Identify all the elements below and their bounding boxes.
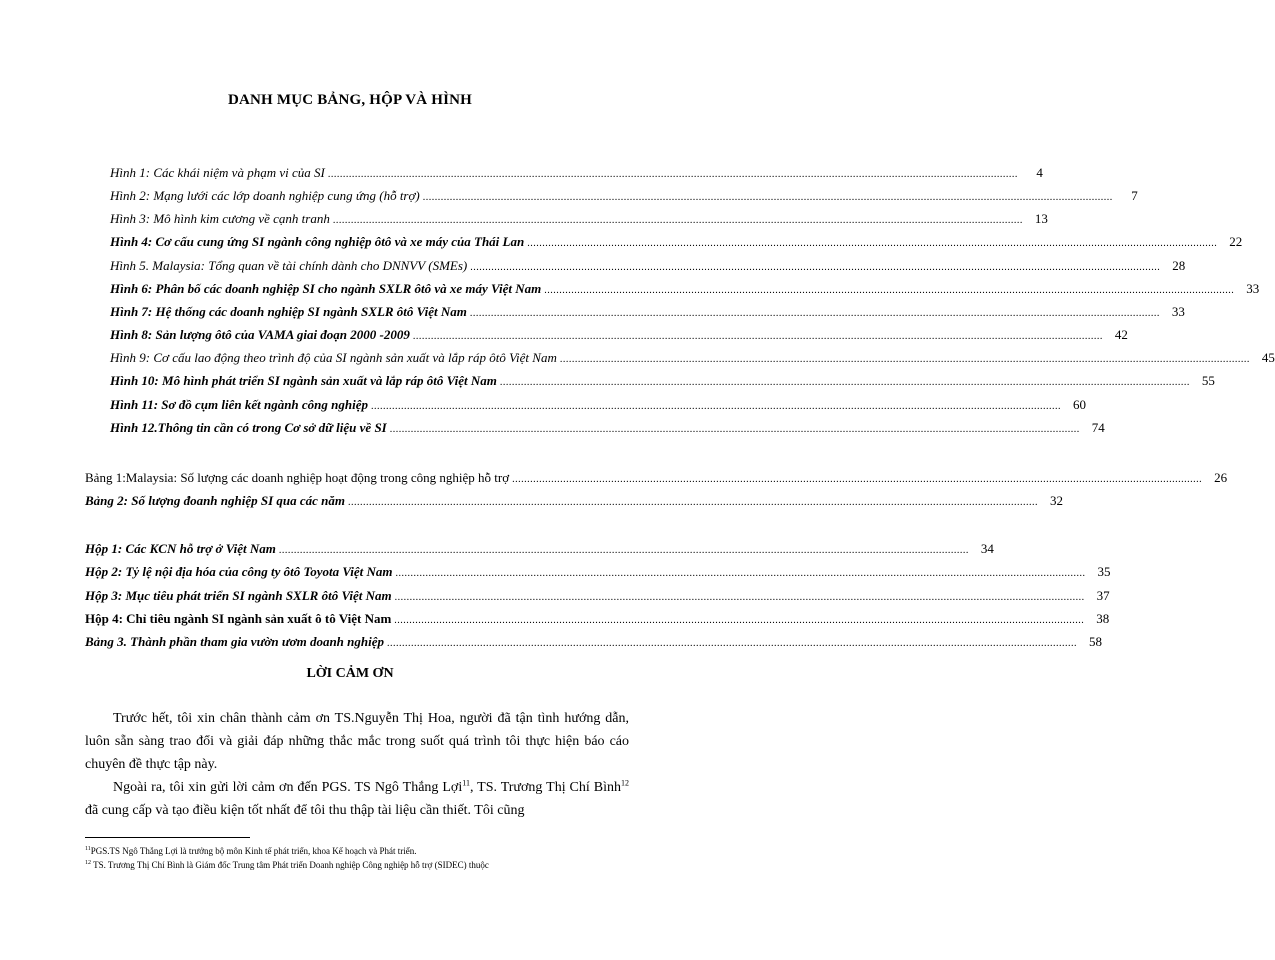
toc-page: 42 — [1114, 327, 1128, 342]
toc-label: Hình 8: Sản lượng ôtô của VAMA giai đoạn 2000 -2009 — [110, 327, 410, 342]
toc-page: 33 — [1246, 281, 1260, 296]
footnote-text: PGS.TS Ngô Thắng Lợi là trưởng bộ môn Kinh tế phát triển, khoa Kế hoạch và Phát triển. — [90, 846, 417, 856]
toc-page: 35 — [1097, 564, 1111, 579]
leader-dots — [371, 401, 1061, 412]
paragraph-text: Ngoài ra, tôi xin gửi lời cảm ơn đến PGS. TS Ngô Thắng Lợi — [113, 780, 463, 795]
leader-dots — [500, 377, 1190, 388]
toc-row — [110, 165, 1043, 185]
acknowledgement-title: LỜI CẢM ƠN — [306, 666, 394, 681]
toc-row — [85, 564, 1111, 584]
toc-row — [110, 397, 1087, 417]
toc-label: Bảng 2: Số lượng đoanh nghiệp SI qua các năm — [85, 493, 346, 508]
footnote — [85, 859, 645, 871]
toc-page: 22 — [1229, 234, 1243, 249]
leader-dots — [544, 285, 1234, 296]
toc-row — [85, 541, 994, 561]
toc-label: Hình 5. Malaysia: Tổng quan về tài chính dành cho DNNVV (SMEs) — [110, 258, 468, 273]
leader-dots — [348, 497, 1038, 508]
leader-dots — [394, 615, 1084, 626]
paragraph-text: , TS. Trương Thị Chí Bình — [469, 780, 621, 795]
acknowledgement-paragraph — [85, 776, 629, 822]
leader-dots — [387, 638, 1077, 649]
toc-label: Hình 6: Phân bố các doanh nghiệp SI cho ngành SXLR ôtô và xe máy Việt Nam — [110, 281, 542, 296]
leader-dots — [470, 262, 1160, 273]
toc-label: Hộp 2: Tỷ lệ nội địa hóa của công ty ôtô Toyota Việt Nam — [85, 564, 393, 579]
toc-label: Hình 2: Mạng lưới các lớp doanh nghiệp cung ứng (hỗ trợ) — [110, 188, 420, 203]
acknowledgement-paragraph — [85, 707, 629, 776]
toc-label: Hình 7: Hệ thống các doanh nghiệp SI ngành SXLR ôtô Việt Nam — [110, 304, 467, 319]
toc-page: 26 — [1214, 470, 1228, 485]
footnote-number: 11 — [85, 846, 91, 852]
toc-page: 37 — [1096, 588, 1110, 603]
leader-dots — [396, 568, 1086, 579]
toc-row — [110, 373, 1215, 393]
toc-row — [110, 188, 1138, 208]
toc-label: Hình 12.Thông tin cần có trong Cơ sở dữ liệu về SI — [110, 420, 387, 435]
leader-dots — [470, 308, 1160, 319]
leader-dots — [413, 331, 1103, 342]
toc-row — [110, 211, 1048, 231]
toc-label: Hình 10: Mô hình phát triển SI ngành sản xuất và lắp ráp ôtô Việt Nam — [110, 373, 497, 388]
toc-row — [85, 493, 1064, 513]
toc-page: 4 — [1036, 165, 1043, 180]
toc-page: 58 — [1089, 634, 1102, 649]
toc-page: 55 — [1201, 373, 1215, 388]
toc-page: 13 — [1034, 211, 1048, 226]
toc-label: Hộp 3: Mục tiêu phát triển SI ngành SXLR ôtô Việt Nam — [85, 588, 392, 603]
toc-row — [110, 258, 1186, 278]
toc-page: 60 — [1073, 397, 1087, 412]
toc-label: Hộp 1: Các KCN hỗ trợ ở Việt Nam — [85, 541, 276, 556]
toc-row — [110, 420, 1105, 440]
toc-label: Bảng 3. Thành phần tham gia vườn ươm doanh nghiệp — [85, 634, 384, 649]
toc-label: Hình 11: Sơ đồ cụm liên kết ngành công nghiệp — [110, 397, 369, 412]
footnote-divider — [85, 837, 250, 838]
toc-page: 45 — [1261, 350, 1275, 365]
page-title: DANH MỤC BẢNG, HỘP VÀ HÌNH — [227, 92, 473, 108]
toc-page: 34 — [980, 541, 994, 556]
toc-page: 28 — [1172, 258, 1186, 273]
toc-row — [85, 588, 1110, 608]
toc-page: 38 — [1096, 611, 1110, 626]
leader-dots — [423, 192, 1113, 203]
toc-page: 33 — [1171, 304, 1185, 319]
toc-row — [85, 611, 1110, 631]
leader-dots — [395, 592, 1085, 603]
toc-row — [85, 634, 1102, 654]
leader-dots — [328, 169, 1018, 180]
footnote-number: 12 — [85, 860, 91, 866]
toc-label: Hình 9: Cơ cấu lao động theo trình độ của SI ngành sản xuất và lắp ráp ôtô Việt Nam — [110, 350, 557, 365]
toc-row — [110, 327, 1128, 347]
toc-page: 74 — [1091, 420, 1105, 435]
paragraph-text: đã cung cấp và tạo điều kiện tốt nhất để tôi thu thập tài liệu cần thiết. Tôi cũng — [85, 803, 525, 818]
leader-dots — [279, 545, 969, 556]
footnote-text: TS. Trương Thị Chí Bình là Giám đốc Trung tâm Phát triển Doanh nghiệp Công nghiệp hỗ trợ (SIDEC) thuộc — [91, 860, 489, 870]
leader-dots — [560, 354, 1250, 365]
toc-page: 32 — [1050, 493, 1064, 508]
toc-label: Hình 4: Cơ cấu cung ứng SI ngành công nghiệp ôtô và xe máy của Thái Lan — [110, 234, 525, 249]
toc-label: Bảng 1:Malaysia: Số lượng các doanh nghiệp hoạt động trong công nghiệp hỗ trợ — [85, 470, 510, 485]
toc-row — [110, 304, 1185, 324]
footnote-ref: 11 — [462, 778, 470, 788]
paragraph-text: Trước hết, tôi xin chân thành cảm ơn TS.Nguyễn Thị Hoa, người đã tận tình hướng dẫn, luôn sẵn sàng trao đổi và giải đáp những thắc mắc trong suốt quá trình tôi thực hiện báo cáo chuyên đề thực tập này. — [85, 711, 629, 772]
toc-label: Hình 3: Mô hình kim cương về cạnh tranh — [110, 211, 330, 226]
toc-row — [110, 234, 1243, 254]
toc-row — [110, 281, 1260, 301]
toc-row — [85, 470, 1228, 490]
leader-dots — [333, 215, 1023, 226]
toc-page: 7 — [1131, 188, 1138, 203]
footnote-ref: 12 — [621, 778, 629, 788]
toc-label: Hộp 4: Chỉ tiêu ngành SI ngành sản xuất ô tô Việt Nam — [85, 611, 392, 626]
leader-dots — [512, 474, 1202, 485]
toc-row — [110, 350, 1275, 370]
leader-dots — [527, 238, 1217, 249]
footnote — [85, 845, 645, 857]
toc-label: Hình 1: Các khái niệm và phạm vi của SI — [110, 165, 325, 180]
leader-dots — [390, 424, 1080, 435]
